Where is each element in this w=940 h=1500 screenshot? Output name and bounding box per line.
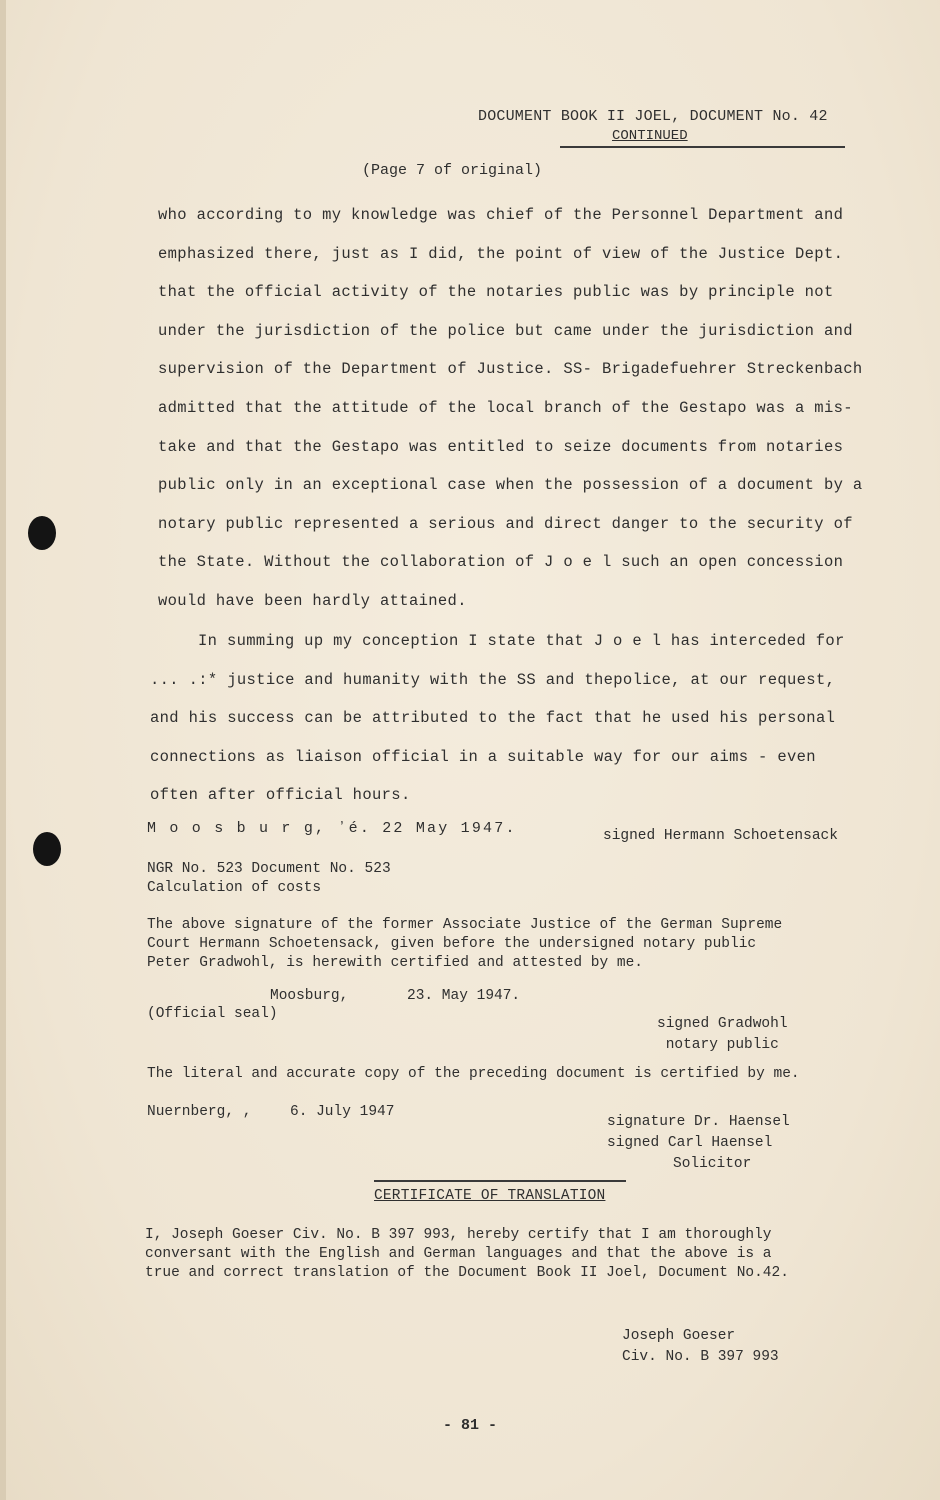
solicitor-signature	[607, 1112, 790, 1175]
body-line: under the jurisdiction of the police but came under the jurisdiction and	[158, 321, 853, 340]
cert-line: Court Hermann Schoetensack, given before the undersigned notary public	[147, 936, 757, 952]
translator-name: Joseph Goeser	[622, 1328, 736, 1344]
signed-schoetensack: signed Hermann Schoetensack	[603, 828, 838, 844]
body-line: public only in an exceptional case when the possession of a document by a	[158, 476, 863, 495]
trans-line: I, Joseph Goeser Civ. No. B 397 993, hereby certify that I am thoroughly	[145, 1227, 772, 1243]
body-line: the State. Without the collaboration of J o e l such an open concession	[158, 553, 844, 572]
certification-date: 23. May 1947.	[407, 988, 521, 1004]
notary-title: notary public	[665, 1037, 779, 1053]
paragraph-1	[158, 196, 868, 621]
signature-line: signed Carl Haensel	[607, 1135, 773, 1151]
cert-line: The above signature of the former Associate Justice of the German Supreme	[147, 917, 783, 933]
body-line: often after official hours.	[150, 786, 411, 805]
original-page-note: (Page 7 of original)	[362, 162, 543, 179]
translator-civ-no: Civ. No. B 397 993	[622, 1349, 779, 1365]
body-line: and his success can be attributed to the fact that he used his personal	[150, 709, 836, 728]
certificate-of-translation-title: CERTIFICATE OF TRANSLATION	[374, 1188, 606, 1204]
trans-line: true and correct translation of the Document Book II Joel, Document No.42.	[145, 1265, 789, 1281]
place-date-line: M o o s b u r g, ʼé. 22 May 1947.	[147, 820, 517, 837]
trans-line: conversant with the English and German languages and that the above is a	[145, 1246, 772, 1262]
page-edge	[0, 0, 6, 1500]
punch-hole-bottom	[33, 832, 61, 866]
header-rule	[560, 146, 845, 148]
ngr-line: Calculation of costs	[147, 880, 322, 896]
body-line: supervision of the Department of Justice. SS- Brigadefuehrer Streckenbach	[158, 360, 863, 379]
body-line: that the official activity of the notaries public was by principle not	[158, 283, 834, 302]
punch-hole-top	[28, 516, 56, 550]
document-header-subtitle: CONTINUED	[612, 128, 688, 144]
body-line: connections as liaison official in a suitable way for our aims - even	[150, 747, 816, 766]
translator-signature	[622, 1326, 779, 1368]
cert-line: Peter Gradwohl, is herewith certified and attested by me.	[147, 955, 643, 971]
body-line: would have been hardly attained.	[158, 591, 467, 610]
signature-line: signature Dr. Haensel	[607, 1114, 790, 1130]
copy-date: 6. July 1947	[290, 1104, 395, 1120]
body-line: who according to my knowledge was chief of the Personnel Department and	[158, 206, 844, 224]
ngr-line: NGR No. 523 Document No. 523	[147, 861, 391, 877]
body-line: In summing up my conception I state that J o e l has interceded for	[198, 632, 845, 650]
certificate-rule	[374, 1180, 626, 1182]
signed-gradwohl: signed Gradwohl	[657, 1016, 788, 1032]
notary-certification	[147, 916, 857, 973]
paragraph-2	[150, 622, 870, 815]
page-number: - 81 -	[443, 1417, 498, 1434]
solicitor-title: Solicitor	[673, 1156, 752, 1172]
copy-place: Nuernberg, ,	[147, 1104, 252, 1120]
body-line: emphasized there, just as I did, the point of view of the Justice Dept.	[158, 244, 844, 263]
body-line: take and that the Gestapo was entitled to seize documents from notaries	[158, 437, 844, 456]
certification-place: Moosburg,	[270, 988, 349, 1004]
body-line: notary public represented a serious and direct danger to the security of	[158, 514, 853, 533]
body-line: ... .:* justice and humanity with the SS and thepolice, at our request,	[150, 670, 836, 689]
body-line: admitted that the attitude of the local branch of the Gestapo was a mis-	[158, 398, 853, 417]
official-seal-note: (Official seal)	[147, 1006, 278, 1022]
document-header-title: DOCUMENT BOOK II JOEL, DOCUMENT No. 42	[478, 108, 828, 125]
notary-signature	[657, 1014, 788, 1056]
translation-certification	[145, 1226, 870, 1283]
copy-certification-text: The literal and accurate copy of the preceding document is certified by me.	[147, 1066, 800, 1082]
ngr-reference	[147, 860, 391, 898]
